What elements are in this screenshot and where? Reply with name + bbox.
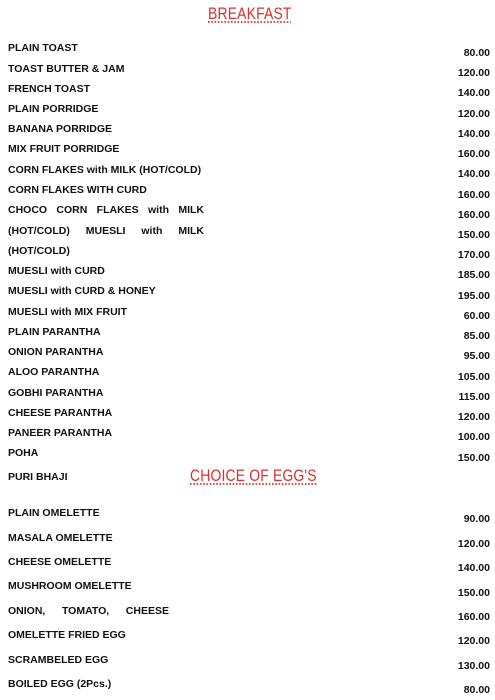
price: 100.00 [457,431,490,443]
menu-item: SCRAMBELED EGG [8,654,109,666]
price: 160.00 [457,209,490,221]
price: 170.00 [457,249,490,261]
price: 115.00 [458,391,490,403]
price: 95.00 [463,350,490,362]
price: 160.00 [457,189,490,201]
menu-item: MASALA OMELETTE [8,532,113,544]
menu-item: MUESLI with CURD [8,265,105,277]
price: 160.00 [457,611,490,623]
price: 140.00 [457,168,490,180]
price: 105.00 [457,371,490,383]
price: 160.00 [457,148,490,160]
price: 85.00 [463,330,490,342]
menu-item: MUSHROOM OMELETTE [8,580,132,592]
menu-item: CHEESE OMELETTE [8,556,112,568]
price: 120.00 [457,67,490,79]
price: 185.00 [457,269,490,281]
menu-item: (HOT/COLD) [8,245,70,257]
menu-item: CORN FLAKES WITH CURD [8,184,147,196]
menu-item: MUESLI with CURD & HONEY [8,285,156,297]
menu-item: PLAIN OMELETTE [8,507,100,519]
price: 120.00 [457,635,490,647]
price: 80.00 [463,684,490,696]
price: 120.00 [457,411,490,423]
menu-item: MIX FRUIT PORRIDGE [8,143,120,155]
price: 150.00 [457,587,490,599]
price: 120.00 [457,108,490,120]
menu-item: ONION PARANTHA [8,346,104,358]
price: 195.00 [457,290,490,302]
menu-item: CHEESE PARANTHA [8,407,113,419]
menu-item: CHOCO CORN FLAKES with MILK [8,204,204,216]
menu-item: OMELETTE FRIED EGG [8,629,126,641]
menu-item: BOILED EGG (2Pcs.) [8,678,112,690]
menu-item: CORN FLAKES with MILK (HOT/COLD) [8,164,202,176]
breakfast-heading: BREAKFAST [208,4,292,23]
price: 140.00 [457,128,490,140]
price: 150.00 [457,229,490,241]
price: 90.00 [463,513,490,525]
menu-item: ONION, TOMATO, CHEESE [8,605,169,617]
menu-item: ALOO PARANTHA [8,366,100,378]
menu-item: GOBHI PARANTHA [8,387,104,399]
price: 80.00 [463,47,490,59]
menu-item: POHA [8,447,39,459]
price: 120.00 [457,538,490,550]
menu-item: FRENCH TOAST [8,83,91,95]
menu-item: PURI BHAJI [8,471,68,483]
menu-item: PLAIN PORRIDGE [8,103,99,115]
menu-item: BANANA PORRIDGE [8,123,113,135]
price: 140.00 [457,562,490,574]
price: 140.00 [457,87,490,99]
menu-item: (HOT/COLD) MUESLI with MILK [8,225,204,237]
menu-item: TOAST BUTTER & JAM [8,63,125,75]
eggs-heading: CHOICE OF EGG'S [190,466,317,485]
menu-item: PLAIN TOAST [8,42,78,54]
menu-item: MUESLI with MIX FRUIT [8,306,127,318]
menu-item: PANEER PARANTHA [8,427,113,439]
menu-item: PLAIN PARANTHA [8,326,101,338]
price: 60.00 [463,310,490,322]
price: 150.00 [457,452,490,464]
price: 130.00 [457,660,490,672]
